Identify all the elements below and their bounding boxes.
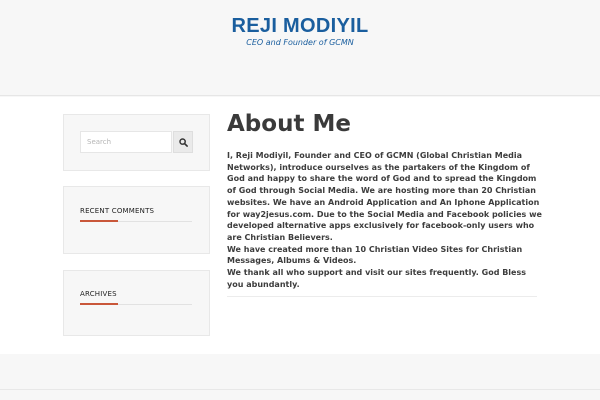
about-paragraph-videos: We have created more than 10 Christian Video Sites for Christian Messages, Albums & Videos. — [227, 244, 523, 266]
site-title[interactable]: REJI MODIYIL — [231, 15, 369, 37]
about-text — [227, 150, 542, 290]
footer-divider — [0, 389, 600, 390]
recent-comments-label: RECENT COMMENTS — [80, 207, 155, 215]
recent-comments-widget — [63, 186, 210, 254]
recent-comments-title — [80, 207, 192, 222]
about-paragraph-thanks: We thank all who support and visit our sites frequently. God Bless you abundantly. — [227, 268, 526, 289]
search-widget — [63, 114, 210, 171]
archives-label: ARCHIVES — [80, 290, 117, 298]
search-input[interactable] — [80, 131, 172, 153]
archives-title — [80, 290, 192, 305]
title-accent-line — [80, 220, 118, 222]
page-title: About Me — [227, 111, 351, 137]
about-paragraph-intro: I, Reji Modiyil, Founder and CEO of GCMN (Global Christian Media Networks), introduce ourselves as the partakers of the Kingdom of God and happy to share the word of God and to spread the Kingdom of God through Social Media. We are hosting more than 20 Christian websites. We have an Android Application and An Iphone Application for way2jesus.com. Due to the Social Media and Facebook policies we developed alternative apps exclusively for facebook-only users who are Christian Believers. — [227, 151, 542, 242]
archives-widget — [63, 270, 210, 336]
content-divider — [227, 296, 537, 297]
search-button[interactable] — [173, 131, 193, 153]
site-header — [0, 0, 600, 96]
title-accent-line — [80, 303, 118, 305]
site-tagline: CEO and Founder of GCMN — [246, 38, 354, 47]
search-icon — [179, 138, 188, 147]
